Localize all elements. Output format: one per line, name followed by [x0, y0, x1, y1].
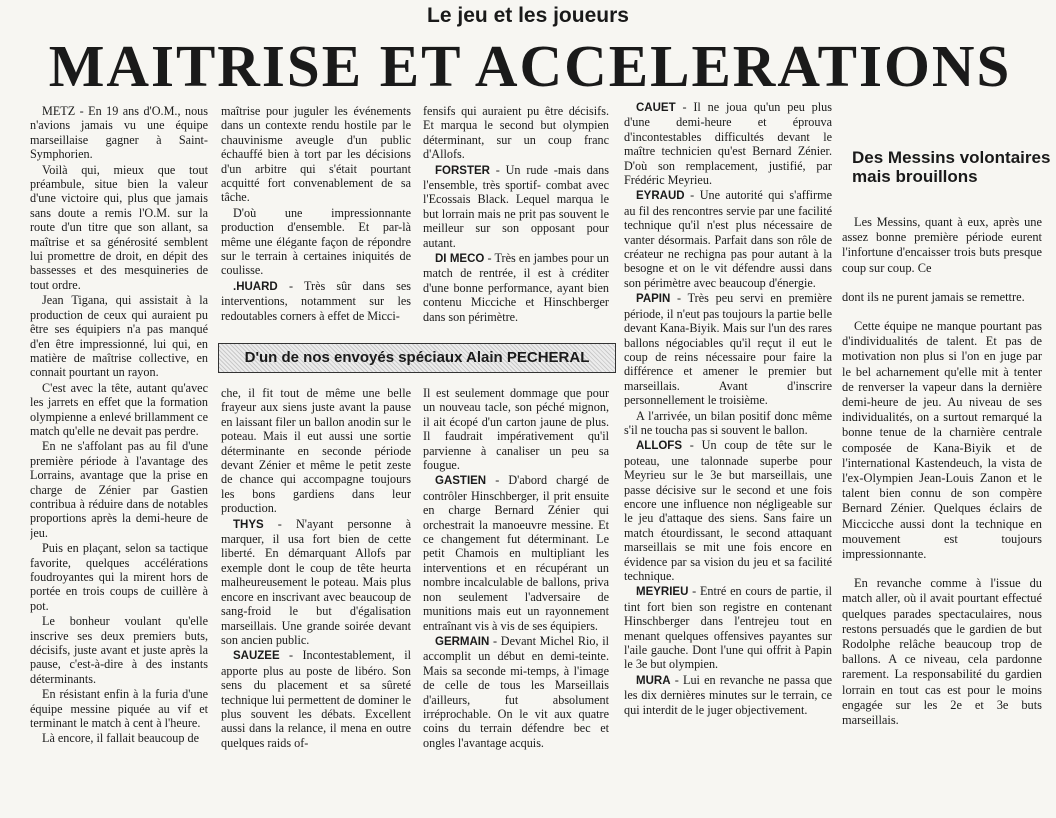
- column-1: [30, 104, 208, 810]
- player-text: - Très sûr dans ses interventions, notamment sur les redoutables corners à effet de Micci-: [221, 278, 411, 323]
- player-text: - Devant Michel Rio, il accomplit un début en demi-teinte. Mais sa seconde mi-temps, à l'image de celle de tous les Marseillais d'ailleurs, fut absolument irréprochable. On le vit aux quatre coins du terrain défendre bec et ongles l'avantage acquis.: [423, 633, 609, 750]
- paragraph: Là encore, il fallait beaucoup de: [42, 731, 200, 746]
- player-name: DI MECO: [435, 253, 485, 266]
- paragraph: Il est seulement dommage que pour un nouveau tacle, son péché mignon, il ait écopé d'un carton jaune de plus. Il faudrait impérativement qu'il parvienne à canaliser un peu sa fougue.: [423, 386, 609, 473]
- paragraph: dont ils ne purent jamais se remettre.: [842, 289, 1025, 304]
- player-text: - Un rude -mais dans l'ensemble, très sportif- combat avec l'Ecossais Black. Lequel marqua le but lorrain mais ne prit pas souvent le meilleur sur son opposant pour autant.: [423, 162, 609, 250]
- player-name: PAPIN: [636, 293, 671, 306]
- player-eyraud: [624, 188, 832, 290]
- player-name: EYRAUD: [636, 190, 685, 203]
- column-2-bottom: [221, 386, 411, 810]
- player-name: THYS: [233, 518, 264, 531]
- player-name: ALLOFS: [636, 440, 682, 453]
- player-name: SAUZEE: [233, 650, 280, 663]
- player-name: GERMAIN: [435, 635, 490, 648]
- player-text: - Lui en revanche ne passa que les dix dernières minutes sur le terrain, ce qui interdit de le juger objectivement.: [624, 672, 832, 717]
- player-papin: [624, 291, 832, 407]
- sidebar-body: [842, 215, 1042, 810]
- player-mura: [624, 673, 832, 717]
- player-text: - Entré en cours de partie, il tint fort bien son registre en contenant Hinschberger dans l'entrejeu tout en menant quelques offensives payantes sur l'aile gauche. Dont l'une qui offrit à Papin le 3e but olympien.: [624, 584, 832, 672]
- player-text: - Une autorité qui s'affirme au fil des rencontres servie par une facilité technique qu'il n'est plus nécessaire de vanter désormais. Parfait dans son rôle de créateur ne rechigna pas pour autant à la besogne et on le vit défendre aussi dans son périmètre avec beaucoup d'énergie.: [624, 188, 832, 290]
- paragraph: Cette équipe ne manque pourtant pas d'individualités de talent. Et pas de motivation non plus si l'on en juge par le bel acharnement qu'elle mit à tenter de renverser la vapeur dans la dernière demi-heure de jeu. Au niveau de ses individualités, on a surtout remarqué la bonne tenue de la charnière centrale composée de Kana-Biyik et de l'international Kastendeuch, la vista de l'ex-Olympien Jean-Louis Zanon et le talent bien connu de son compère Bernard Zénier. Quelques éclairs de Miccicche aussi dont la technique en mouvement est toujours impressionnante.: [842, 319, 1042, 562]
- player-name: GASTIEN: [435, 475, 487, 488]
- paragraph: Les Messins, quant à eux, après une assez bonne première période eurent l'infortune d'encaisser trois buts presque coup sur coup. Ce: [842, 215, 1042, 275]
- player-thys: [221, 517, 411, 648]
- paragraph: Jean Tigana, qui assistait à la production de ceux qui auraient pu être ses équipiers n'a pas manqué d'en être impressionné, lui qui, en matière de maîtrise collective, en connait pourtant un rayon.: [30, 293, 208, 380]
- column-3-top: [423, 104, 609, 336]
- paragraph: METZ - En 19 ans d'O.M., nous n'avions jamais vu une équipe marseillaise gagner à Saint-Symphorien.: [30, 104, 208, 162]
- player-huard: [221, 279, 411, 323]
- player-allofs: [624, 438, 832, 583]
- player-text: - N'ayant personne à marquer, il usa fort bien de cette liberté. En démarquant Allofs par exemple dont le coup de tête heurta malheureusement le poteau. Mais plus encore en inscrivant avec beaucoup de sang-froid le but d'égalisation marseillais. Une grande soirée devant son ancien public.: [221, 516, 411, 647]
- paragraph: En revanche comme à l'issue du match aller, où il avait pourtant effectué quelques parades spectaculaires, nous restons persuadés que le gardien de but Rodolphe relâche beaucoup trop de ballons. A ce niveau, cela pardonne rarement. La responsabilité du gardien lorrain en tout cas est pour le moins engagée sur les 2e et 3e buts marseillais.: [842, 576, 1042, 728]
- player-text: - Très peu servi en première période, il n'eut pas toujours la partie belle devant Kana-Biyik. Mais sur l'un des rares ballons négociables qu'il reçut il eut le coup de reins nécessaire pour faire la différence et amener le premier but marseillais. Avant d'inscrire personnellement le troisième.: [624, 291, 832, 408]
- paragraph: En ne s'affolant pas au fil d'une première période à l'avantage des Lorrains, avantage que la prise en charge de Zénier par Gastien contribua à réduire dans de notables proportions après la demi-heure de jeu.: [30, 439, 208, 540]
- player-name: CAUET: [636, 102, 676, 114]
- headline: MAITRISE ET ACCELERATIONS: [48, 33, 1012, 99]
- player-cauet: [624, 100, 832, 187]
- player-text: - D'abord chargé de contrôler Hinschberger, il prit ensuite en charge Bernard Zénier qui orchestrait la manoeuvre messine. Et ce changement fut déterminant. Le petit Chamois en multipliant les interventions et en récupérant un nombre incalculable de ballons, priva non seulement l'adversaire de munitions mais eut un rayonnement entraînant vis à vis de ses équipiers.: [423, 473, 609, 633]
- player-text: - Très en jambes pour un match de rentrée, il est à créditer d'une bonne performance, ayant bien contenu Micciche et Hinschberger dans son périmètre.: [423, 251, 609, 324]
- column-4: [624, 100, 832, 810]
- player-meyrieu: [624, 584, 832, 671]
- player-name: MURA: [636, 674, 671, 687]
- player-text: - Un coup de tête sur le poteau, une talonnade superbe pour Meyrieu sur le 3e but marseillais, une passe décisive sur le second et une fois encore une influence non négligeable sur le jeu d'attaque des siens. Sans faire un match étourdissant, le second attaquant marseillais se mit une fois encore en évidence par sa vision du jeu et sa facilité technique.: [624, 438, 832, 583]
- paragraph: che, il fit tout de même une belle frayeur aux siens juste avant la pause en laissant filer un ballon anodin sur le poteau. Mais il eut aussi une sortie déterminante en seconde période devant Zénier et même le petit zeste de chance qui accompagne toujours les bons gardiens dans leur production.: [221, 386, 411, 516]
- paragraph: D'où une impressionnante production d'ensemble. Et par-là même une élégante façon de répondre sur le terrain à certaines iniquités de coulisse.: [221, 205, 411, 278]
- paragraph: A l'arrivée, un bilan positif donc même s'il ne toucha pas si souvent le ballon.: [624, 408, 832, 437]
- paragraph: Puis en plaçant, selon sa tactique favorite, quelques accélérations foudroyantes qui la mirent hors de portée en trois coups de cuillère à pot.: [30, 541, 208, 613]
- paragraph: C'est avec la tête, autant qu'avec les jarrets en effet que la formation olympienne a enlevé brillamment ce match qu'elle ne devait pas perdre.: [30, 380, 208, 438]
- section-kicker: Le jeu et les joueurs: [427, 4, 629, 27]
- player-germain: [423, 634, 609, 750]
- sidebar-title: Des Messins volontaires mais brouillons: [852, 148, 1051, 186]
- player-sauzee: [221, 648, 411, 750]
- paragraph: Le bonheur voulant qu'elle inscrive ses deux premiers buts, décisifs, juste avant et juste après la pause, c'est-à-dire à des instants déterminants.: [30, 614, 208, 686]
- player-name: MEYRIEU: [636, 586, 689, 599]
- column-2-top: [221, 104, 411, 336]
- paragraph: Voilà qui, mieux que tout préambule, situe bien la valeur d'une victoire qui, plus que jamais sans doute a remis l'O.M. sur la route d'un titre que son allant, sa maîtrise et sa générosité semblent lui promettre de droit, en dépit des bassesses et des mesquineries de tout ordre.: [30, 162, 208, 292]
- byline-box: D'un de nos envoyés spéciaux Alain PECHERAL: [218, 343, 616, 373]
- player-dimeco: [423, 251, 609, 324]
- paragraph: En résistant enfin à la furia d'une équipe messine piquée au vif et terminant le match à cent à l'heure.: [30, 687, 208, 731]
- player-forster: [423, 163, 609, 250]
- player-text: - Il ne joua qu'un peu plus d'une demi-heure et éprouva d'incontestables difficultés devant le maître technicien qu'est Bernard Zénier. D'où son remplacement, justifié, par Frédéric Meyrieu.: [624, 100, 832, 188]
- paragraph: fensifs qui auraient pu être décisifs. Et marqua le second but olympien déterminant, sur un coup franc d'Allofs.: [423, 104, 609, 162]
- player-name: FORSTER: [435, 164, 490, 177]
- player-text: - Incontestablement, il apporte plus au poste de libéro. Son sens du placement et sa sûreté technique lui permettent de dominer le plus souvent les débats. Excellent aussi dans la relance, il mena en outre quelques raids of-: [221, 648, 411, 750]
- player-gastien: [423, 473, 609, 632]
- paragraph: maîtrise pour juguler les événements dans un contexte rendu hostile par le chauvinisme aveugle d'un public échauffé bien à tort par les décisions d'un arbitre qui s'était pourtant acquitté fort convenablement de sa tâche.: [221, 104, 411, 205]
- column-3-bottom: [423, 386, 609, 810]
- player-name: .HUARD: [233, 280, 278, 293]
